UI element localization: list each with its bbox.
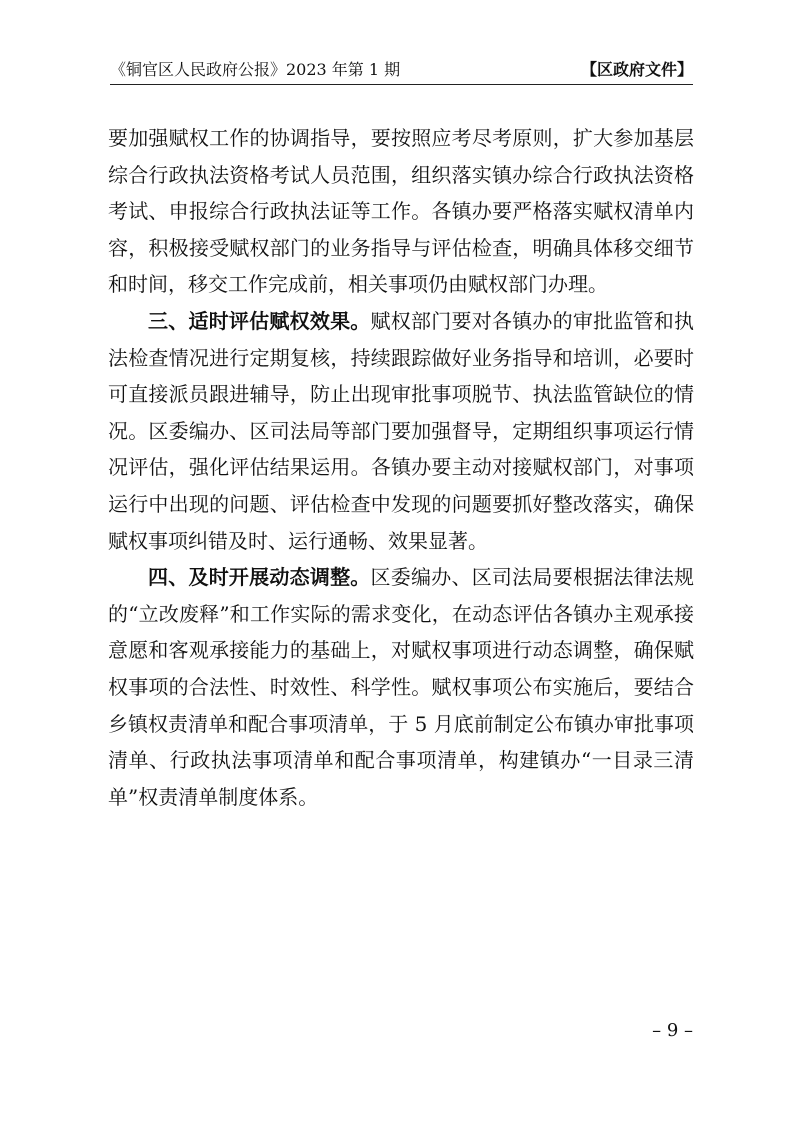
page-number: – 9 – bbox=[652, 1020, 693, 1041]
section-heading: 三、适时评估赋权效果。 bbox=[148, 308, 371, 333]
section-heading: 四、及时开展动态调整。 bbox=[148, 565, 371, 590]
document-body bbox=[108, 120, 694, 815]
paragraph-continuation bbox=[108, 120, 694, 303]
paragraph-text: 区委编办、区司法局要根据法律法规的“立改废释”和工作实际的需求变化，在动态评估各镇办主观承接意愿和客观承接能力的基础上，对赋权事项进行动态调整，确保赋权事项的合法性、时效性、科学性。赋权事项公布实施后，要结合乡镇权责清单和配合事项清单，于 5 月底前制定公布镇办审批事项清单、行政执法事项清单和配合事项清单，构建镇办“一目录三清单”权责清单制度体系。 bbox=[108, 565, 695, 809]
section-label: 【区政府文件】 bbox=[580, 60, 693, 79]
gazette-title: 《铜官区人民政府公报》2023 年第 1 期 bbox=[110, 60, 401, 79]
paragraph-section-four bbox=[108, 559, 694, 815]
header-rule bbox=[110, 84, 693, 85]
paragraph-section-three bbox=[108, 303, 694, 559]
paragraph-text: 要加强赋权工作的协调指导，要按照应考尽考原则，扩大参加基层综合行政执法资格考试人员范围，组织落实镇办综合行政执法资格考试、申报综合行政执法证等工作。各镇办要严格落实赋权清单内容，积极接受赋权部门的业务指导与评估检查，明确具体移交细节和时间，移交工作完成前，相关事项仍由赋权部门办理。 bbox=[108, 126, 694, 297]
page-header bbox=[110, 60, 693, 84]
paragraph-text: 赋权部门要对各镇办的审批监管和执法检查情况进行定期复核，持续跟踪做好业务指导和培训，必要时可直接派员跟进辅导，防止出现审批事项脱节、执法监管缺位的情况。区委编办、区司法局等部门要加强督导，定期组织事项运行情况评估，强化评估结果运用。各镇办要主动对接赋权部门，对事项运行中出现的问题、评估检查中发现的问题要抓好整改落实，确保赋权事项纠错及时、运行通畅、效果显著。 bbox=[108, 308, 695, 553]
